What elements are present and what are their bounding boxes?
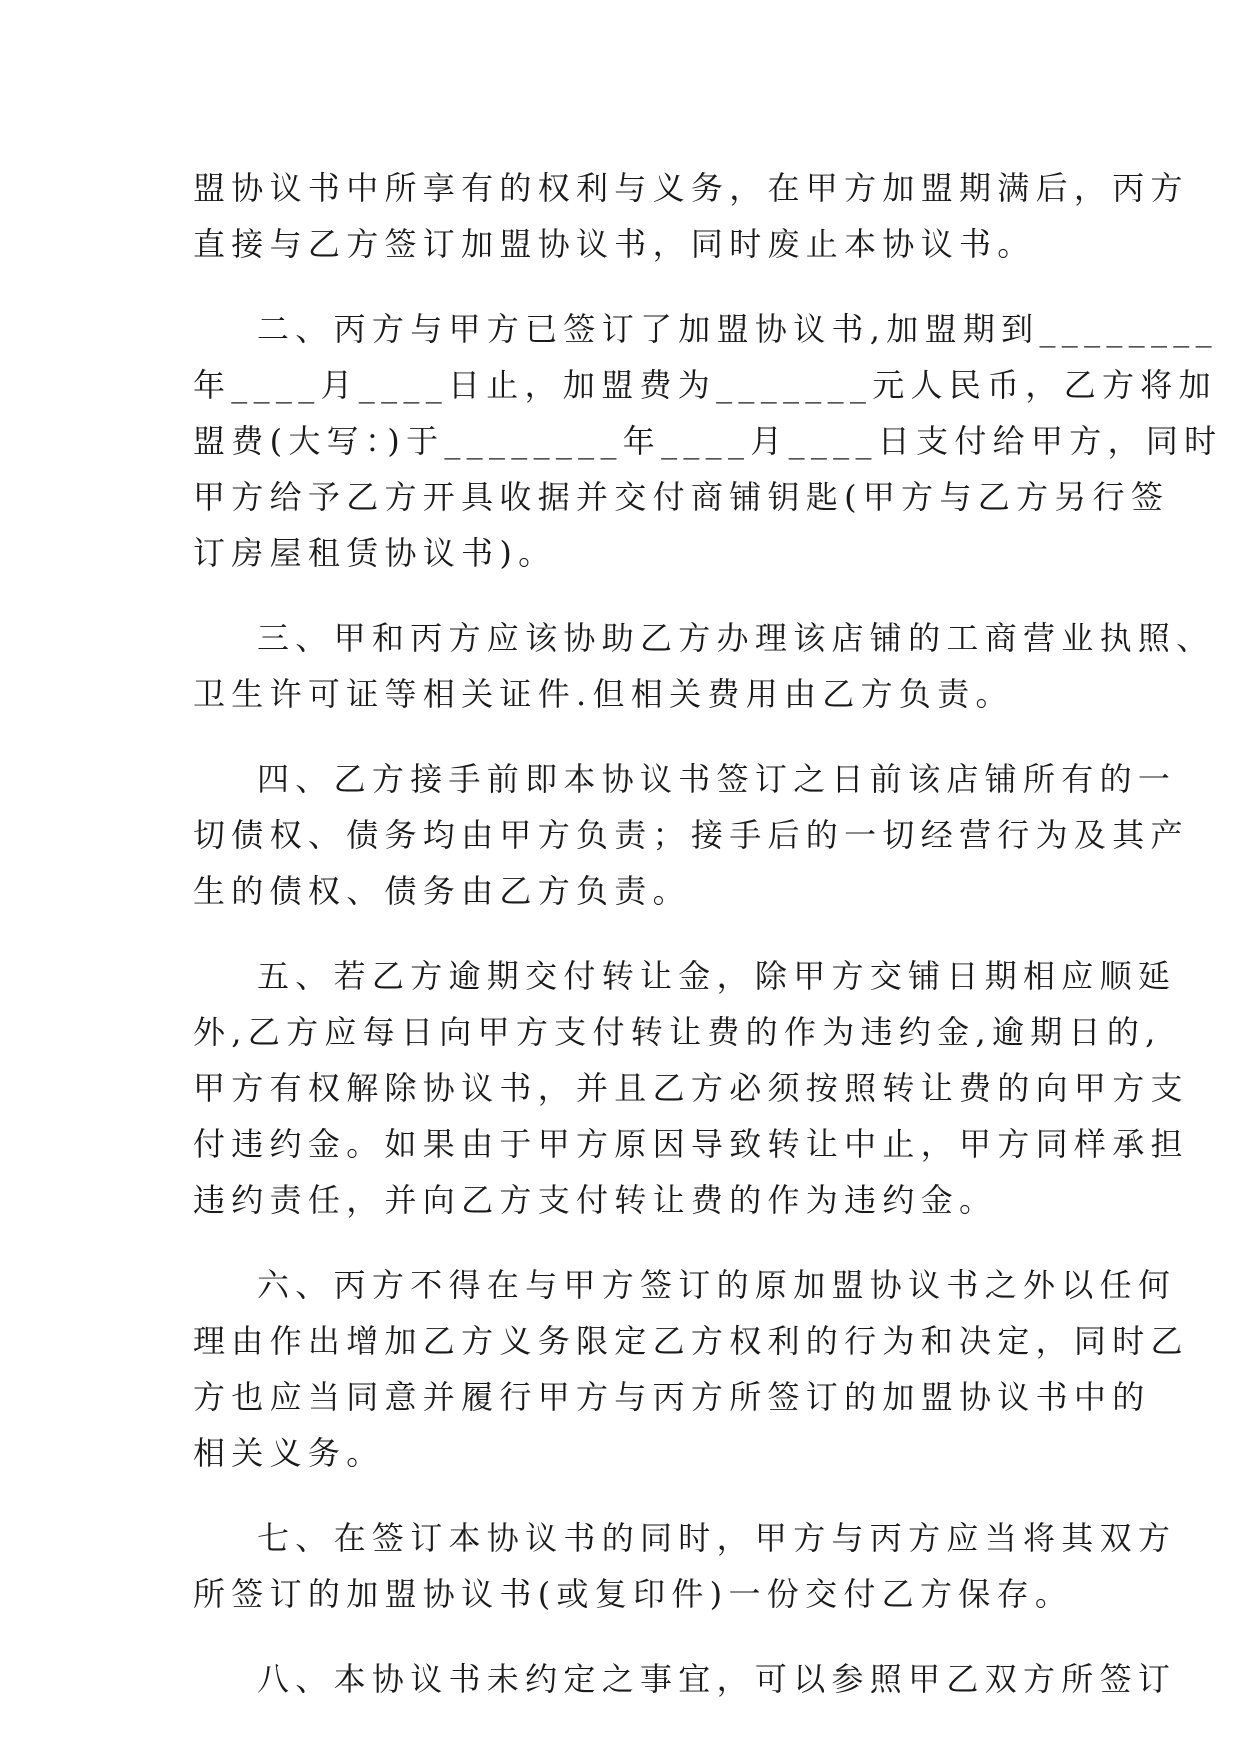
text-line: 切债权、债务均由甲方负责；接手后的一切经营行为及其产 [193, 816, 1189, 854]
text-line: 生的债权、债务由乙方负责。 [193, 872, 691, 910]
clause-3 [193, 610, 1215, 722]
document-body [193, 160, 1223, 1707]
text-line-content: 八、本协议书未约定之事宜，可以参照甲乙双方所签订 [257, 1660, 1177, 1698]
clause-7 [193, 1510, 1177, 1622]
text-line: 卫生许可证等相关证件.但相关费用由乙方负责。 [193, 675, 1014, 713]
clause-4 [193, 751, 1189, 919]
text-line: 外,乙方应每日向甲方支付转让费的作为违约金,逾期日的, [193, 1013, 1162, 1051]
text-line: 理由作出增加乙方义务限定乙方权利的行为和决定，同时乙 [193, 1322, 1189, 1360]
paragraph-continuation [193, 160, 1189, 272]
text-line: 盟协议书中所享有的权利与义务，在甲方加盟期满后，丙方 [193, 169, 1189, 207]
text-line: 直接与乙方签订加盟协议书，同时废止本协议书。 [193, 225, 1036, 263]
text-line-content: 七、在签订本协议书的同时，甲方与丙方应当将其双方 [257, 1519, 1177, 1557]
text-line [193, 1257, 1177, 1313]
text-line: 年____月____日止，加盟费为_______元人民币，乙方将加 [193, 366, 1217, 404]
text-line-content: 四、乙方接手前即本协议书签订之日前该店铺所有的一 [257, 760, 1177, 798]
text-line: 方也应当同意并履行甲方与丙方所签订的加盟协议书中的 [193, 1378, 1151, 1416]
text-line-content: 三、甲和丙方应该协助乙方办理该店铺的工商营业执照、 [257, 619, 1215, 657]
clause-5 [193, 948, 1189, 1228]
text-line: 违约责任，并向乙方支付转让费的作为违约金。 [193, 1181, 998, 1219]
text-line: 相关义务。 [193, 1434, 385, 1472]
text-line: 所签订的加盟协议书(或复印件)一份交付乙方保存。 [193, 1575, 1074, 1613]
text-line [193, 301, 1218, 357]
text-line-content: 二、丙方与甲方已签订了加盟协议书,加盟期到________ [257, 310, 1218, 348]
text-line: 盟费(大写：)于________年____月____日支付给甲方，同时 [193, 422, 1223, 460]
text-line-content: 六、丙方不得在与甲方签订的原加盟协议书之外以任何 [257, 1266, 1177, 1304]
text-line: 订房屋租赁协议书)。 [193, 534, 557, 572]
text-line: 付违约金。如果由于甲方原因导致转让中止，甲方同样承担 [193, 1125, 1189, 1163]
text-line [193, 751, 1177, 807]
clause-2 [193, 301, 1223, 581]
clause-6 [193, 1257, 1189, 1481]
text-line-content: 五、若乙方逾期交付转让金，除甲方交铺日期相应顺延 [257, 957, 1177, 995]
text-line [193, 1651, 1177, 1707]
text-line [193, 948, 1177, 1004]
text-line [193, 610, 1215, 666]
text-line: 甲方有权解除协议书，并且乙方必须按照转让费的向甲方支 [193, 1069, 1189, 1107]
clause-8 [193, 1651, 1177, 1707]
text-line [193, 1510, 1177, 1566]
text-line: 甲方给予乙方开具收据并交付商铺钥匙(甲方与乙方另行签 [193, 478, 1170, 516]
